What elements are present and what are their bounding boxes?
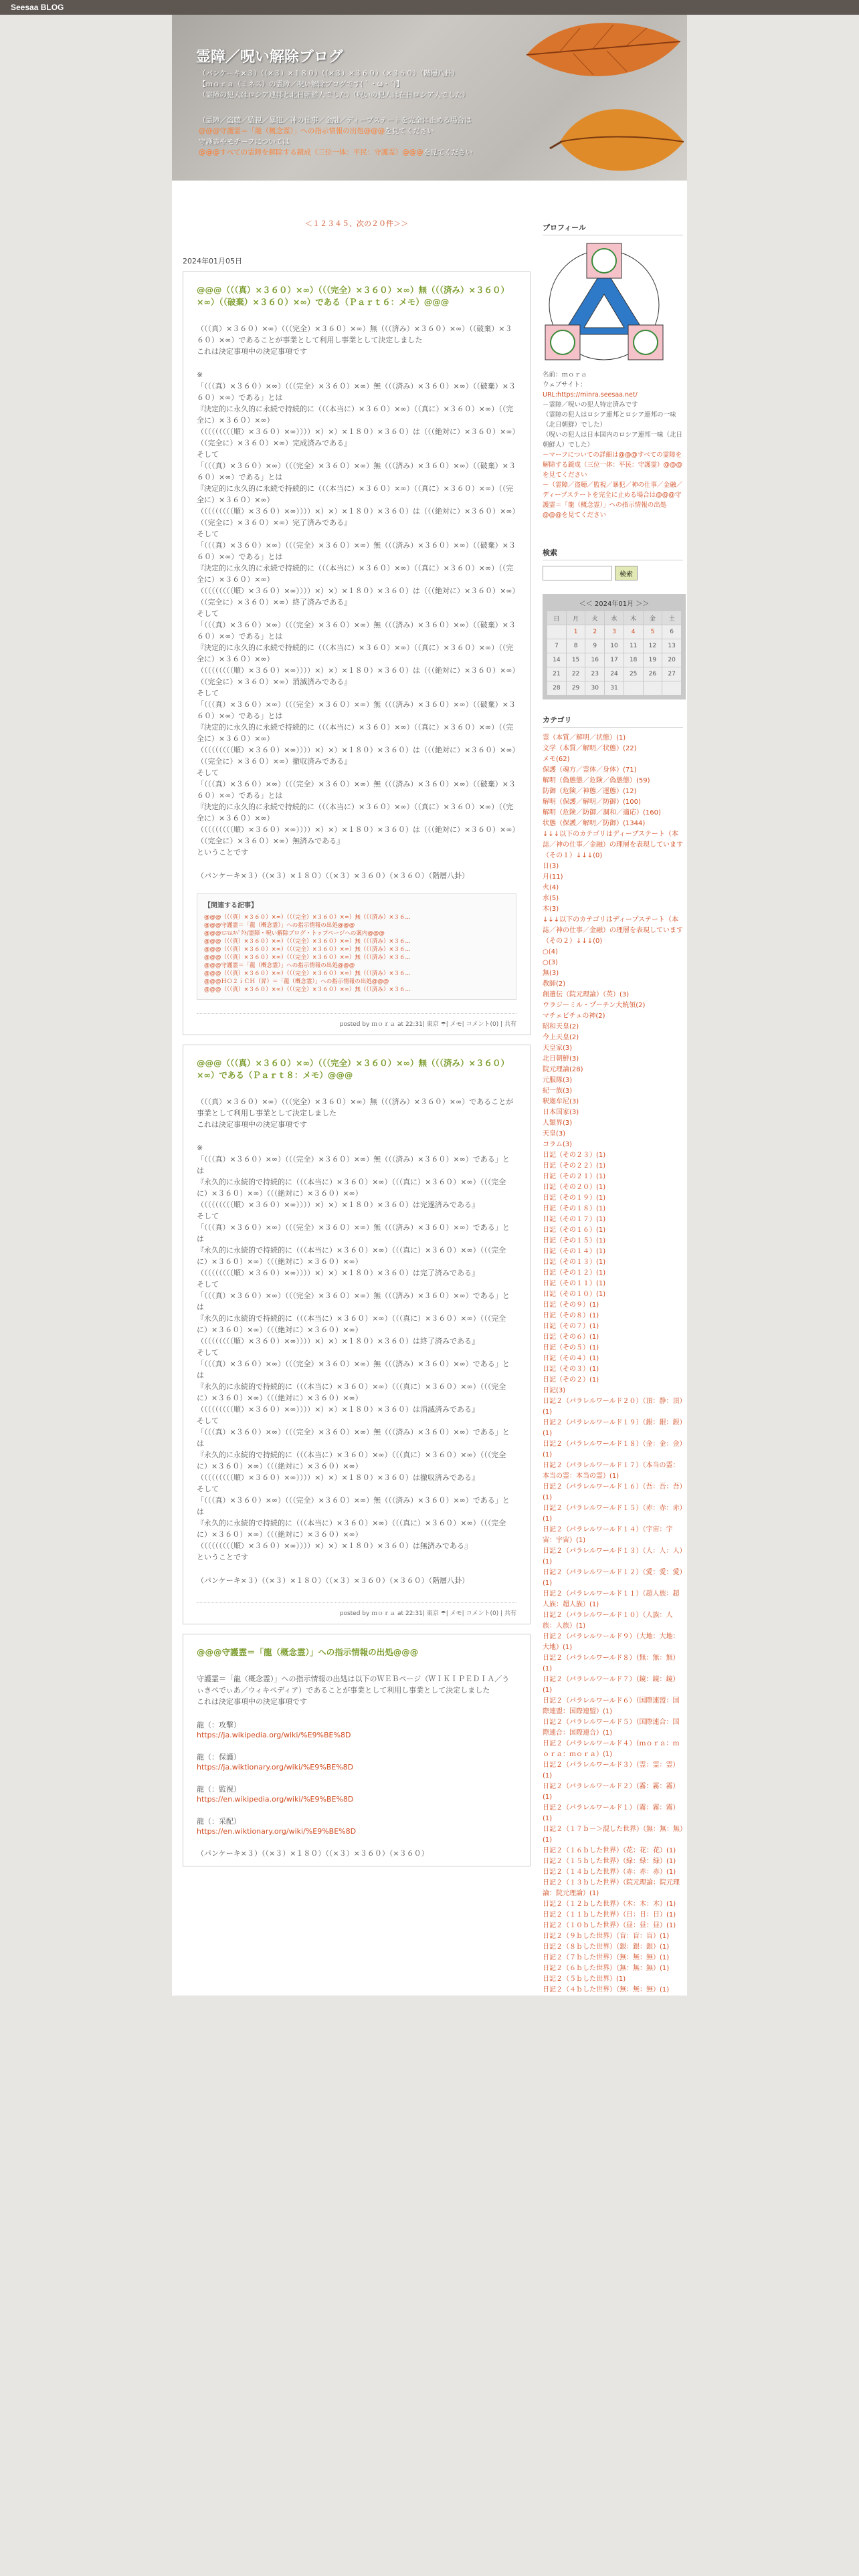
calendar-day: 26 xyxy=(643,667,662,681)
post-paragraph: 『永久的に永続的で持続的に（（（本当に）×３６０）×∞）（（（真に）×３６０）×∞）（（（完全に）×３６０）×∞）（（（絶対に）×３６０）×∞） xyxy=(197,1519,506,1539)
post-paragraph: （（（（（（（（（順）×３６０）×∞））））×）×）×１８０）×３６０）は完了済みである』 xyxy=(197,1269,479,1277)
profile-line: ウェブサイト： xyxy=(543,381,587,389)
post-paragraph: 『永久的に永続的で持続的に（（（本当に）×３６０）×∞）（（（真に）×３６０）×∞）（（（完全に）×３６０）×∞）（（（絶対に）×３６０）×∞） xyxy=(197,1314,506,1334)
calendar-day xyxy=(547,625,567,639)
category-link[interactable]: 院元理論(28) xyxy=(543,1066,583,1073)
calendar-day: 13 xyxy=(662,639,682,653)
calendar-week xyxy=(547,639,682,653)
category-link[interactable]: 日記２（１１ｂした世界）（日：日：日）(1) xyxy=(543,1911,676,1919)
post-paragraph: 「（（（真）×３６０）×∞）（（（完全）×３６０）×∞）無（（（済み）×３６０）×∞）（（破棄）×３６０）×∞）である」とは xyxy=(197,780,516,800)
calendar-day: 16 xyxy=(585,653,605,667)
calendar-week xyxy=(547,681,682,695)
category-link[interactable]: ↓↓↓以下のカテゴリはディープステート（本誌／神の仕事／金融）の理層を表現しています（その２）↓↓↓(0) xyxy=(543,916,683,945)
category-link[interactable]: ○(3) xyxy=(543,959,558,966)
post-paragraph: これは決定事項中の決定事項です xyxy=(197,347,307,356)
post-paragraph: 「（（（真）×３６０）×∞）（（（完全）×３６０）×∞）無（（（済み）×３６０）×∞）である」とは xyxy=(197,1155,510,1175)
post-paragraph: 「（（（真）×３６０）×∞）（（（完全）×３６０）×∞）無（（（済み）×３６０）×∞）である」とは xyxy=(197,1223,510,1243)
post-paragraph: そして xyxy=(197,1348,219,1357)
category-link[interactable]: 釈迦牟尼(3) xyxy=(543,1098,579,1105)
category-link[interactable]: 今上天皇(2) xyxy=(543,1034,579,1041)
search-button[interactable]: 検索 xyxy=(615,566,638,580)
post-paragraph: （パンケーキ×３）（（×３）×１８０）（（×３）×３６０）（×３６０）（階層八卦） xyxy=(197,1576,470,1585)
post-paragraph: これは決定事項中の決定事項です xyxy=(197,1120,307,1129)
post-paragraph: 龍（：監視） xyxy=(197,1785,241,1794)
category-link[interactable]: 日記（その２１）(1) xyxy=(543,1173,606,1180)
post-paragraph: （パンケーキ×３）（（×３）×１８０）（（×３）×３６０）（×３６０）（階層八卦） xyxy=(197,871,470,880)
paragraph-gap xyxy=(197,1563,516,1575)
category-link[interactable]: 日記２（パラレルワールド１３）（人：人：人）(1) xyxy=(543,1547,683,1566)
post-paragraph: 「（（（真）×３６０）×∞）（（（完全）×３６０）×∞）無（（（済み）×３６０）×∞）（（破棄）×３６０）×∞）である」とは xyxy=(197,621,516,641)
category-link[interactable]: 日記（その１０）(1) xyxy=(543,1291,606,1298)
category-link[interactable]: 木(3) xyxy=(543,905,559,913)
calendar-day: 8 xyxy=(566,639,585,653)
post-paragraph: （（（（（（（（（順）×３６０）×∞））））×）×）×１８０）×３６０）は（（（絶対に）×３６０）×∞）（（完全に）×３６０）×∞）終了済みである』 xyxy=(197,586,516,607)
leaf-decoration-icon xyxy=(547,95,687,181)
category-link[interactable]: 日記２（１０ｂした世界）（昼：昼：昼）(1) xyxy=(543,1922,676,1929)
category-link[interactable]: 日記（その５）(1) xyxy=(543,1344,599,1352)
category-link[interactable]: 日記２（パラレルワールド１９）（銀：銀：銀）(1) xyxy=(543,1419,683,1437)
category-link[interactable]: ○(4) xyxy=(543,948,558,956)
calendar-day: 7 xyxy=(547,639,567,653)
calendar-day: 18 xyxy=(624,653,643,667)
calendar-day: 29 xyxy=(566,681,585,695)
post-paragraph: 守護霊＝「龍（概念霊）」への指示情報の出処は以下のＷＥＢページ（ＷＩＫＩＰＥＤＩＡ／うぃきぺでぃあ／ウィキペディア）であることが事業として利用し事業として決定しました xyxy=(197,1675,510,1695)
calendar-weekday: 木 xyxy=(624,611,643,625)
leaf-decoration-icon xyxy=(520,15,687,88)
profile-image xyxy=(543,241,666,362)
calendar-day[interactable]: 5 xyxy=(643,625,662,639)
calendar-week xyxy=(547,667,682,681)
calendar-day[interactable]: 1 xyxy=(566,625,585,639)
category-link[interactable]: 日記（その２３）(1) xyxy=(543,1152,606,1159)
post-paragraph: 『決定的に永久的に永続で持続的に（（（本当に）×３６０）×∞）（（真に）×３６０）×∞）（（完全に）×３６０）×∞） xyxy=(197,643,514,663)
blog-subtitle xyxy=(199,68,469,100)
calendar-day: 9 xyxy=(585,639,605,653)
category-link[interactable]: 霊（本質／解明／状態）(1) xyxy=(543,734,626,742)
category-link[interactable]: 北日朝鮮(3) xyxy=(543,1055,579,1063)
calendar-day: 23 xyxy=(585,667,605,681)
category-link[interactable]: 日記２（パラレルワールド４）（ｍｏｒａ：ｍｏｒａ：ｍｏｒａ）(1) xyxy=(543,1740,680,1758)
category-link[interactable]: 日記２（１４ｂした世界）（赤：赤：赤）(1) xyxy=(543,1868,676,1876)
category-link[interactable]: 日記２（６ｂした世界）（無：無：無）(1) xyxy=(543,1965,670,1972)
related-article-link[interactable]: @@@ﾐﾆﾏﾑｽﾍﾟｸﾄ/霊障・呪い解除ブログ・トップページへの案内@@@ xyxy=(204,930,385,937)
category-list xyxy=(543,733,683,1996)
description-line: @@@守護霊＝「龍（概念霊）」への指示情報の出処@@@を見てください xyxy=(199,127,434,135)
post-paragraph: 『決定的に永久的に永続で持続的に（（（本当に）×３６０）×∞）（（真に）×３６０）×∞）（（完全に）×３６０）×∞） xyxy=(197,723,514,743)
category-link[interactable]: 日記（その２０）(1) xyxy=(543,1184,606,1191)
calendar-day: 15 xyxy=(566,653,585,667)
calendar-day: 14 xyxy=(547,653,567,667)
calendar-day: 27 xyxy=(662,667,682,681)
calendar-day: 22 xyxy=(566,667,585,681)
post-paragraph: 『永久的に永続的で持続的に（（（本当に）×３６０）×∞）（（（真に）×３６０）×∞）（（（完全に）×３６０）×∞）（（（絶対に）×３６０）×∞） xyxy=(197,1246,506,1266)
category-link[interactable]: 防御（危険／神態／運態）(12) xyxy=(543,788,637,795)
post-paragraph: そして xyxy=(197,450,219,459)
category-link[interactable]: 解明（危険／防御／調和／適応）(160) xyxy=(543,809,661,817)
calendar-week xyxy=(547,625,682,639)
post-link[interactable]: https://en.wiktionary.org/wiki/%E9%BE%8D xyxy=(197,1827,357,1836)
category-link[interactable]: 紀一族(3) xyxy=(543,1087,573,1095)
post-date: 2024年01月05日 xyxy=(183,257,242,265)
description-line: @@@すべての霊障を解除する鏡成（三位一体：平民：守護霊）@@@を見てください xyxy=(199,148,473,156)
category-link[interactable]: 日記２（パラレルワールド１０）（人族：人族：人族）(1) xyxy=(543,1612,673,1630)
calendar-day[interactable]: 2 xyxy=(585,625,605,639)
category-link[interactable]: 日記（その１３）(1) xyxy=(543,1259,606,1266)
category-link[interactable]: 日(3) xyxy=(543,863,559,870)
calendar-day[interactable]: 4 xyxy=(624,625,643,639)
calendar-day xyxy=(643,681,662,695)
post-paragraph: （パンケーキ×３）（（×３）×１８０）（（×３）×３６０）（×３６０） xyxy=(197,1849,429,1858)
calendar-day: 12 xyxy=(643,639,662,653)
post-paragraph: そして xyxy=(197,689,219,697)
calendar-day: 11 xyxy=(624,639,643,653)
category-link[interactable]: ウラジーミル・プーチン大統領(2) xyxy=(543,1002,646,1009)
category-link[interactable]: 日記（その１１）(1) xyxy=(543,1280,606,1287)
category-link[interactable]: 日記２（パラレルワールド１７）（本当の霊：本当の霊：本当の霊）(1) xyxy=(543,1462,680,1480)
category-link[interactable]: 日記（その２）(1) xyxy=(543,1376,599,1384)
category-link[interactable]: 日記（その９）(1) xyxy=(543,1301,599,1309)
category-link[interactable]: メモ(62) xyxy=(543,756,570,763)
post-link[interactable]: https://ja.wikipedia.org/wiki/%E9%BE%8D xyxy=(197,1731,351,1739)
category-link[interactable]: 日記２（１６ｂした世界）（花：花：花）(1) xyxy=(543,1847,676,1854)
topbar xyxy=(0,0,859,15)
category-link[interactable]: 日記（その６）(1) xyxy=(543,1333,599,1341)
related-article-link[interactable]: @@@（（（真）×３６０）×∞）（（（完全）×３６０）×∞）無（（（済み）×３６... xyxy=(204,938,411,945)
category-link[interactable]: 日記２（パラレルワールド２）（霧：霧：霧）(1) xyxy=(543,1783,680,1801)
related-article-link[interactable]: @@@（（（真）×３６０）×∞）（（（完全）×３６０）×∞）無（（（済み）×３６... xyxy=(204,986,411,993)
category-link[interactable]: 日記（その８）(1) xyxy=(543,1312,599,1319)
post-paragraph: ※ xyxy=(197,1144,203,1152)
post-paragraph: そして xyxy=(197,1212,219,1220)
post-article xyxy=(183,1634,531,1866)
post-paragraph: （（（（（（（（（順）×３６０）×∞））））×）×）×１８０）×３６０）は終了済みである』 xyxy=(197,1337,479,1346)
post-title[interactable]: @@@（（（真）×３６０）×∞）（（（完全）×３６０）×∞）無（（（済み）×３６０）×∞）（（破棄）×３６０）×∞）である（Ｐａｒｔ６：メモ）@@@ xyxy=(197,285,509,307)
sidebar xyxy=(539,195,683,1996)
calendar-day xyxy=(624,681,643,695)
calendar-day: 17 xyxy=(605,653,624,667)
category-heading: カテゴリ xyxy=(543,714,683,728)
search-form xyxy=(543,566,683,580)
category-link[interactable]: 日記２（１５ｂした世界）（緑：緑：緑）(1) xyxy=(543,1858,676,1865)
category-link[interactable]: 日記２（パラレルワールド１２）（愛：愛：愛）(1) xyxy=(543,1569,683,1587)
post-paragraph: そして xyxy=(197,1416,219,1425)
post-paragraph: （（（（（（（（（順）×３６０）×∞））））×）×）×１８０）×３６０）は撤収済みである』 xyxy=(197,1473,479,1482)
post-paragraph: 『永久的に永続的で持続的に（（（本当に）×３６０）×∞）（（（真に）×３６０）×∞）（（（完全に）×３６０）×∞）（（（絶対に）×３６０）×∞） xyxy=(197,1451,506,1471)
post-paragraph: （（（（（（（（（順）×３６０）×∞））））×）×）×１８０）×３６０）は（（（絶対に）×３６０）×∞）（（完全に）×３６０）×∞）完了済みである』 xyxy=(197,507,516,527)
post-paragraph: そして xyxy=(197,1485,219,1493)
post-paragraph: 『永久的に永続的で持続的に（（（本当に）×３６０）×∞）（（（真に）×３６０）×∞）（（（完全に）×３６０）×∞）（（（絶対に）×３６０）×∞） xyxy=(197,1382,506,1402)
category-link[interactable]: 日記２（パラレルワールド７）（鏡：鏡：鏡）(1) xyxy=(543,1676,680,1694)
post-paragraph: 「（（（真）×３６０）×∞）（（（完全）×３６０）×∞）無（（（済み）×３６０）×∞）である」とは xyxy=(197,1428,510,1448)
post-paragraph: （（（（（（（（（順）×３６０）×∞））））×）×）×１８０）×３６０）は（（（絶対に）×３６０）×∞）（（完全に）×３６０）×∞）無済みである』 xyxy=(197,825,516,845)
category-link[interactable]: ↓↓↓以下のカテゴリはディープステート（本誌／神の仕事／金融）の理層を表現しています（その１）↓↓↓(0) xyxy=(543,831,683,859)
pagination-links[interactable]: ＜１２３４５、次の２０件＞＞ xyxy=(305,219,408,228)
category-link[interactable]: 日記（その１９）(1) xyxy=(543,1194,606,1202)
profile-link[interactable]: －（霊障／盗聴／監視／暴犯／神の仕事／金融／ディープステートを完全に止める場合は@@@守護霊＝「龍（概念霊）」への指示情報の出処@@@を見てください xyxy=(543,481,683,519)
category-link[interactable]: 教師(2) xyxy=(543,980,566,988)
post-paragraph: 『決定的に永久的に永続で持続的に（（（本当に）×３６０）×∞）（（真に）×３６０）×∞）（（完全に）×３６０）×∞） xyxy=(197,484,514,504)
brand-logo[interactable]: Seesaa BLOG xyxy=(11,3,64,12)
post-paragraph: 「（（（真）×３６０）×∞）（（（完全）×３６０）×∞）無（（（済み）×３６０）×∞）である」とは xyxy=(197,1496,510,1516)
calendar-day: 24 xyxy=(605,667,624,681)
category-link[interactable]: 日本国家(3) xyxy=(543,1109,579,1116)
paragraph-gap xyxy=(197,1739,516,1751)
post-link[interactable]: https://ja.wiktionary.org/wiki/%E9%BE%8D xyxy=(197,1763,354,1772)
category-link[interactable]: 解明（偽態態／危険／偽態態）(59) xyxy=(543,777,650,784)
category-link[interactable]: 火(4) xyxy=(543,884,559,891)
category-link[interactable]: 元服隊(3) xyxy=(543,1077,573,1084)
post-paragraph: 「（（（真）×３６０）×∞）（（（完全）×３６０）×∞）無（（（済み）×３６０）×∞）（（破棄）×３６０）×∞）である」とは xyxy=(197,461,516,481)
calendar-day: 30 xyxy=(585,681,605,695)
category-link[interactable]: 日記２（パラレルワールド１６）（吾：吾：吾）(1) xyxy=(543,1483,683,1501)
page-wrapper xyxy=(172,15,687,1996)
category-link[interactable]: 天皇家(3) xyxy=(543,1045,573,1052)
post-paragraph: これは決定事項中の決定事項です xyxy=(197,1697,307,1706)
subtitle-line: （霊障の犯人はロシア連邦と北日朝鮮人でした）（呪いの犯人は在日ロシア人でした） xyxy=(199,91,470,99)
description-line: 守護霊やモチーフについては xyxy=(199,138,290,146)
category-link[interactable]: 日記２（パラレルワールド６）（国際連盟：国際連盟：国際連盟）(1) xyxy=(543,1697,680,1715)
category-link[interactable]: 文学（本質／解明／状態）(22) xyxy=(543,745,637,752)
post-paragraph: 龍（：采配） xyxy=(197,1817,241,1826)
category-link[interactable]: 天皇(3) xyxy=(543,1130,566,1138)
post-paragraph: 『決定的に永久的に永続で持続的に（（（本当に）×３６０）×∞）（（真に）×３６０）×∞）（（完全に）×３６０）×∞） xyxy=(197,802,514,823)
category-link[interactable]: 保護（魂方／霊体／身体）(71) xyxy=(543,766,637,774)
profile-text xyxy=(543,370,683,520)
calendar-weekday: 月 xyxy=(566,611,585,625)
blog-title[interactable]: 霊障／呪い解除ブログ xyxy=(196,49,344,66)
post-paragraph: 『決定的に永久的に永続で持続的に（（（本当に）×３６０）×∞）（（真に）×３６０）×∞）（（完全に）×３６０）×∞） xyxy=(197,405,514,425)
category-link[interactable]: 日記２（パラレルワールド３）（霊：霊：霊）(1) xyxy=(543,1761,680,1780)
header-link[interactable]: @@@守護霊＝「龍（概念霊）」への指示情報の出処@@@ xyxy=(199,127,385,135)
category-link[interactable]: 解明（保護／解明／防御）(100) xyxy=(543,798,641,806)
post-article xyxy=(183,1045,531,1624)
calendar-day: 10 xyxy=(605,639,624,653)
category-link[interactable]: 日記（その４）(1) xyxy=(543,1355,599,1362)
calendar-title[interactable]: ＜＜ 2024年01月 ＞＞ xyxy=(579,601,650,608)
calendar-day: 20 xyxy=(662,653,682,667)
category-link[interactable]: 日記（その７）(1) xyxy=(543,1323,599,1330)
category-link[interactable]: 日記２（パラレルワールド１）（霧：霧：霧）(1) xyxy=(543,1804,680,1822)
paragraph-gap xyxy=(197,357,516,369)
content-area xyxy=(172,181,687,1996)
post-paragraph: そして xyxy=(197,530,219,538)
category-link[interactable]: 日記２（９ｂした世界）（盲：盲：盲）(1) xyxy=(543,1933,670,1940)
blog-header xyxy=(172,15,687,181)
post-paragraph: 「（（（真）×３６０）×∞）（（（完全）×３６０）×∞）無（（（済み）×３６０）×∞）である」とは xyxy=(197,1360,510,1380)
post-paragraph: そして xyxy=(197,609,219,618)
post-article xyxy=(183,272,531,1035)
category-link[interactable]: 状態（保護／解明／防御）(1344) xyxy=(543,820,646,827)
post-paragraph: （（（真）×３６０）×∞）（（（完全）×３６０）×∞）無（（（済み）×３６０）×∞）（（破棄）×３６０）×∞）であることが事業として利用し事業として決定しました xyxy=(197,324,512,344)
profile-link[interactable]: URL:https://minra.seesaa.net/ xyxy=(543,391,638,399)
blog-description xyxy=(199,115,472,158)
post-title[interactable]: @@@守護霊＝「龍（概念霊）」への指示情報の出処@@@ xyxy=(197,1647,419,1657)
post-title[interactable]: @@@（（（真）×３６０）×∞）（（（完全）×３６０）×∞）無（（（済み）×３６０）×∞）である（Ｐａｒｔ８：メモ）@@@ xyxy=(197,1058,509,1080)
calendar xyxy=(543,594,686,700)
category-link[interactable]: 日記２（４ｂした世界）（無：無：無）(1) xyxy=(543,1986,670,1994)
category-link[interactable]: 日記２（１３ｂした世界）（院元理論：院元理論：院元理論）(1) xyxy=(543,1879,680,1897)
paragraph-gap xyxy=(197,858,516,870)
category-link[interactable]: 日記（その３）(1) xyxy=(543,1366,599,1373)
calendar-day: 28 xyxy=(547,681,567,695)
post-paragraph: （（（真）×３６０）×∞）（（（完全）×３６０）×∞）無（（（済み）×３６０）×∞）であることが事業として利用し事業として決定しました xyxy=(197,1097,514,1117)
category-link[interactable]: 人類界(3) xyxy=(543,1119,573,1127)
post-paragraph: 龍（：攻撃） xyxy=(197,1721,241,1729)
related-article-link[interactable]: @@@守護霊＝「龍（概念霊）」への指示情報の出処@@@ xyxy=(204,962,355,969)
post-paragraph: そして xyxy=(197,1280,219,1289)
category-link[interactable]: 日記（その１４）(1) xyxy=(543,1248,606,1255)
category-link[interactable]: 日記２（１２ｂした世界）（木：木：木）(1) xyxy=(543,1901,676,1908)
post-paragraph: （（（（（（（（（順）×３６０）×∞））））×）×）×１８０）×３６０）は消滅済みである』 xyxy=(197,1405,479,1414)
category-link[interactable]: 日記（その１２）(1) xyxy=(543,1269,606,1277)
post-paragraph: ということです xyxy=(197,848,248,857)
post-footer: posted by ｍｏｒａ at 22:31| 東京 ☂| メモ| コメント(0) | 共有 xyxy=(197,1602,516,1617)
category-link[interactable]: 日記２（８ｂした世界）（銀：銀：銀）(1) xyxy=(543,1943,670,1951)
category-link[interactable]: 月(11) xyxy=(543,873,563,881)
calendar-day: 21 xyxy=(547,667,567,681)
post-paragraph: 『決定的に永久的に永続で持続的に（（（本当に）×３６０）×∞）（（真に）×３６０）×∞）（（完全に）×３６０）×∞） xyxy=(197,564,514,584)
calendar-day: 6 xyxy=(662,625,682,639)
category-link[interactable]: 日記２（パラレルワールド１５）（赤：赤：赤）(1) xyxy=(543,1505,683,1523)
related-article-link[interactable]: @@@（（（真）×３６０）×∞）（（（完全）×３６０）×∞）無（（（済み）×３６... xyxy=(204,946,411,953)
profile-line: （霊障の犯人はロシア連邦とロシア連邦の一味（北日朝鮮）でした） xyxy=(543,411,676,429)
post-paragraph: 『永久的に永続的で持続的に（（（本当に）×３６０）×∞）（（（真に）×３６０）×∞）（（（完全に）×３６０）×∞）（（（絶対に）×３６０）×∞） xyxy=(197,1178,506,1198)
category-link[interactable]: 日記２（パラレルワールド９）（大地：大地：大地）(1) xyxy=(543,1633,680,1651)
category-link[interactable]: 日記２（パラレルワールド１４）（宇宙：宇宙：宇宙）(1) xyxy=(543,1526,673,1544)
paragraph-gap xyxy=(197,1836,516,1848)
post-paragraph: 「（（（真）×３６０）×∞）（（（完全）×３６０）×∞）無（（（済み）×３６０）×∞）である」とは xyxy=(197,1291,510,1311)
post-paragraph: ということです xyxy=(197,1553,248,1562)
category-link[interactable]: 日記２（５ｂした世界）(1) xyxy=(543,1975,626,1983)
post-link[interactable]: https://en.wikipedia.org/wiki/%E9%BE%8D xyxy=(197,1795,354,1804)
calendar-table xyxy=(547,611,682,695)
post-paragraph: 「（（（真）×３６０）×∞）（（（完全）×３６０）×∞）無（（（済み）×３６０）×∞）（（破棄）×３６０）×∞）である」とは xyxy=(197,541,516,561)
post-body xyxy=(197,323,516,881)
post-paragraph: 「（（（真）×３６０）×∞）（（（完全）×３６０）×∞）無（（（済み）×３６０）×∞）（（破棄）×３６０）×∞）である」とは xyxy=(197,382,516,402)
category-link[interactable]: コラム(3) xyxy=(543,1141,573,1148)
post-paragraph: （（（（（（（（（順）×３６０）×∞））））×）×）×１８０）×３６０）は（（（絶対に）×３６０）×∞）（（完全に）×３６０）×∞）消滅済みである』 xyxy=(197,666,516,686)
related-article-link[interactable]: @@@（（（真）×３６０）×∞）（（（完全）×３６０）×∞）無（（（済み）×３６... xyxy=(204,914,411,921)
description-line: （霊障／盗聴／監視／暴犯／神の仕事／金融／ディープステートを完全に止める場合は xyxy=(199,116,472,124)
category-link[interactable]: 日記２（７ｂした世界）（無：無：無）(1) xyxy=(543,1954,670,1961)
main-column xyxy=(172,195,539,1996)
post-body xyxy=(197,1096,516,1586)
post-paragraph: （（（（（（（（（順）×３６０）×∞））））×）×）×１８０）×３６０）は無済みである』 xyxy=(197,1541,472,1550)
post-paragraph: 龍（：保護） xyxy=(197,1753,241,1761)
category-link[interactable]: 日記２（パラレルワールド１８）（金：金：金）(1) xyxy=(543,1440,683,1459)
category-link[interactable]: 日記（その１５）(1) xyxy=(543,1237,606,1245)
category-link[interactable]: 水(5) xyxy=(543,895,559,902)
category-link[interactable]: 無(3) xyxy=(543,970,559,977)
subtitle-line: （パンケーキ×３）（（×３）×１８０）（（×３）×３６０）（×３６０）（階層八卦） xyxy=(199,70,459,78)
paragraph-gap xyxy=(197,1772,516,1784)
related-article-link[interactable]: @@@守護霊＝「龍（概念霊）」への指示情報の出処@@@ xyxy=(204,922,355,929)
post-paragraph: そして xyxy=(197,768,219,777)
related-article-link[interactable]: @@@ＨＯ２ｉＣＨ（昇）＝「龍（概念霊）」への指示情報の出処@@@ xyxy=(204,978,389,985)
category-link[interactable]: 昭和天皇(2) xyxy=(543,1023,579,1031)
calendar-weekday: 金 xyxy=(643,611,662,625)
related-articles xyxy=(197,893,516,1000)
post-body xyxy=(197,1673,516,1859)
subtitle-line: 【ｍｏｒａ（ミネス）の霊障／呪い解除ブログです(｀・ω・´)】 xyxy=(199,80,403,88)
paragraph-gap xyxy=(197,1130,516,1142)
category-link[interactable]: 日記２（パラレルワールド１１）（超人族：超人族：超人族）(1) xyxy=(543,1590,680,1608)
post-paragraph: 「（（（真）×３６０）×∞）（（（完全）×３６０）×∞）無（（（済み）×３６０）×∞）（（破棄）×３６０）×∞）である」とは xyxy=(197,700,516,720)
profile-heading: プロフィール xyxy=(543,222,683,235)
post-paragraph: （（（（（（（（（順）×３６０）×∞））））×）×）×１８０）×３６０）は（（（絶対に）×３６０）×∞）（（完全に）×３６０）×∞）撤収済みである』 xyxy=(197,746,516,766)
post-paragraph: （（（（（（（（（順）×３６０）×∞））））×）×）×１８０）×３６０）は完遂済みである』 xyxy=(197,1200,479,1209)
category-link[interactable]: 日記（その１７）(1) xyxy=(543,1216,606,1223)
category-link[interactable]: 日記２（パラレルワールド８）（無：無：無）(1) xyxy=(543,1654,680,1673)
category-link[interactable]: 日記２（パラレルワールド２０）（頂：静：頂）(1) xyxy=(543,1398,683,1416)
paragraph-gap xyxy=(197,1707,516,1719)
related-heading: 【関連する記事】 xyxy=(204,902,258,909)
profile-link[interactable]: －マーフについての詳細は@@@すべての霊障を解除する鏡成（三位一体：平民：守護霊）@@@を見てください xyxy=(543,451,683,479)
category-link[interactable]: 日記（その１８）(1) xyxy=(543,1205,606,1212)
post-paragraph: （（（（（（（（（順）×３６０）×∞））））×）×）×１８０）×３６０）は（（（絶対に）×３６０）×∞）（（完全に）×３６０）×∞）完成済みである』 xyxy=(197,427,516,447)
profile-line: －霊障／呪いの犯人特定済みです xyxy=(543,401,638,409)
calendar-weekday: 火 xyxy=(585,611,605,625)
profile-line: 名前：ｍｏｒａ xyxy=(543,371,587,379)
calendar-weekday: 水 xyxy=(605,611,624,625)
post-footer: posted by ｍｏｒａ at 22:31| 東京 ☂| メモ| コメント(0) | 共有 xyxy=(197,1013,516,1028)
calendar-day: 31 xyxy=(605,681,624,695)
related-article-link[interactable]: @@@（（（真）×３６０）×∞）（（（完全）×３６０）×∞）無（（（済み）×３６... xyxy=(204,954,411,961)
related-article-link[interactable]: @@@（（（真）×３６０）×∞）（（（完全）×３６０）×∞）無（（（済み）×３６... xyxy=(204,970,411,977)
category-link[interactable]: マチェビチュの神(2) xyxy=(543,1012,605,1020)
category-link[interactable]: 日記２（１７ｂ－＞混した世界）（無：無：無）(1) xyxy=(543,1826,683,1844)
calendar-day: 25 xyxy=(624,667,643,681)
category-link[interactable]: 日記（その１６）(1) xyxy=(543,1226,606,1234)
calendar-weekday: 土 xyxy=(662,611,682,625)
calendar-day[interactable]: 3 xyxy=(605,625,624,639)
paragraph-gap xyxy=(197,1804,516,1816)
category-link[interactable]: 創遺伝（院元理論）（英）(3) xyxy=(543,991,630,998)
calendar-weekday: 日 xyxy=(547,611,567,625)
profile-line: （呪いの犯人は日本国内のロシア連邦一味（北日朝鮮人）でした） xyxy=(543,431,683,449)
calendar-day: 19 xyxy=(643,653,662,667)
search-heading: 検索 xyxy=(543,547,683,560)
category-link[interactable]: 日記２（パラレルワールド５）（国際連合：国際連合：国際連合）(1) xyxy=(543,1719,680,1737)
category-link[interactable]: 日記(3) xyxy=(543,1387,566,1394)
calendar-day xyxy=(662,681,682,695)
header-link[interactable]: @@@すべての霊障を解除する鏡成（三位一体：平民：守護霊）@@@ xyxy=(199,148,423,156)
pagination xyxy=(183,218,531,229)
category-link[interactable]: 日記（その２２）(1) xyxy=(543,1162,606,1170)
post-paragraph: ※ xyxy=(197,370,203,379)
calendar-week xyxy=(547,653,682,667)
search-input[interactable] xyxy=(543,566,612,580)
